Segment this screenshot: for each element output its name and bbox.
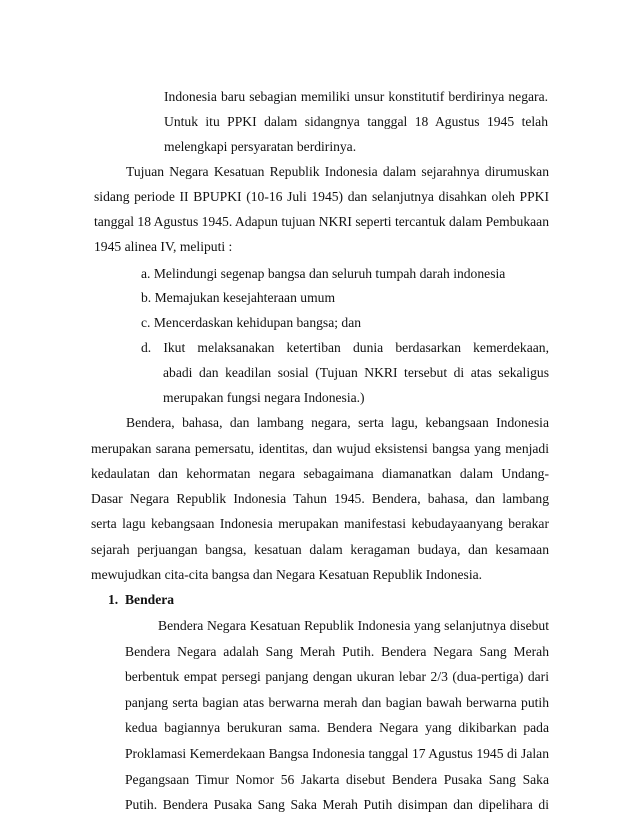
- intro-line: Indonesia baru sebagian memiliki unsur konstitutif berdirinya negara.: [164, 89, 548, 104]
- paragraph-line: Bendera, bahasa, dan lambang negara, serta lagu, kebangsaan Indonesia: [126, 415, 549, 430]
- paragraph-line: kedua bagiannya berukuran sama. Bendera Negara yang dikibarkan pada: [125, 720, 549, 735]
- list-item: b. Memajukan kesejahteraan umum: [141, 290, 336, 305]
- list-item-continuation: merupakan fungsi negara Indonesia.): [163, 390, 365, 405]
- paragraph-line: berbentuk empat persegi panjang dengan ukuran lebar 2/3 (dua-pertiga) dari: [125, 669, 549, 684]
- list-item-continuation: abadi dan keadilan sosial (Tujuan NKRI tersebut di atas sekaligus: [163, 365, 549, 380]
- section-heading: 1. Bendera: [108, 592, 175, 607]
- list-item: c. Mencerdaskan kehidupan bangsa; dan: [141, 315, 362, 330]
- paragraph-line: sejarah perjuangan bangsa, kesatuan dalam keragaman budaya, dan kesamaan: [91, 542, 549, 557]
- paragraph-line: Dasar Negara Republik Indonesia Tahun 1945. Bendera, bahasa, dan lambang: [91, 491, 549, 506]
- paragraph-line: Pegangsaan Timur Nomor 56 Jakarta disebut Bendera Pusaka Sang Saka: [125, 772, 549, 787]
- paragraph-line: Proklamasi Kemerdekaan Bangsa Indonesia tanggal 17 Agustus 1945 di Jalan: [125, 746, 549, 761]
- paragraph-line: Tujuan Negara Kesatuan Republik Indonesia dalam sejarahnya dirumuskan: [126, 164, 549, 179]
- paragraph-line: Bendera Negara adalah Sang Merah Putih. Bendera Negara Sang Merah: [125, 644, 549, 659]
- paragraph-line: sidang periode II BPUPKI (10-16 Juli 1945) dan selanjutnya disahkan oleh PPKI: [94, 189, 549, 204]
- intro-line: Untuk itu PPKI dalam sidangnya tanggal 18 Agustus 1945 telah: [164, 114, 548, 129]
- intro-line: melengkapi persyaratan berdirinya.: [164, 139, 357, 154]
- paragraph-line: 1945 alinea IV, meliputi :: [94, 239, 233, 254]
- paragraph-line: mewujudkan cita-cita bangsa dan Negara Kesatuan Republik Indonesia.: [91, 567, 483, 582]
- paragraph-line: panjang serta bagian atas berwarna merah dan bagian bawah berwarna putih: [125, 695, 549, 710]
- paragraph-line: serta lagu kebangsaan Indonesia merupakan manifestasi kebudayaanyang berakar: [91, 516, 549, 531]
- paragraph-line: tanggal 18 Agustus 1945. Adapun tujuan NKRI seperti tercantuk dalam Pembukaan: [94, 214, 549, 229]
- paragraph-line: kedaulatan dan kehormatan negara sebagaimana diamanatkan dalam Undang-: [91, 466, 549, 481]
- list-item: a. Melindungi segenap bangsa dan seluruh tumpah darah indonesia: [141, 266, 506, 281]
- paragraph-line: merupakan sarana pemersatu, identitas, dan wujud eksistensi bangsa yang menjadi: [91, 441, 549, 456]
- paragraph-line: Bendera Negara Kesatuan Republik Indonesia yang selanjutnya disebut: [158, 618, 549, 633]
- list-item: d. Ikut melaksanakan ketertiban dunia berdasarkan kemerdekaan,: [141, 340, 549, 355]
- paragraph-line: Putih. Bendera Pusaka Sang Saka Merah Putih disimpan dan dipelihara di: [125, 797, 549, 812]
